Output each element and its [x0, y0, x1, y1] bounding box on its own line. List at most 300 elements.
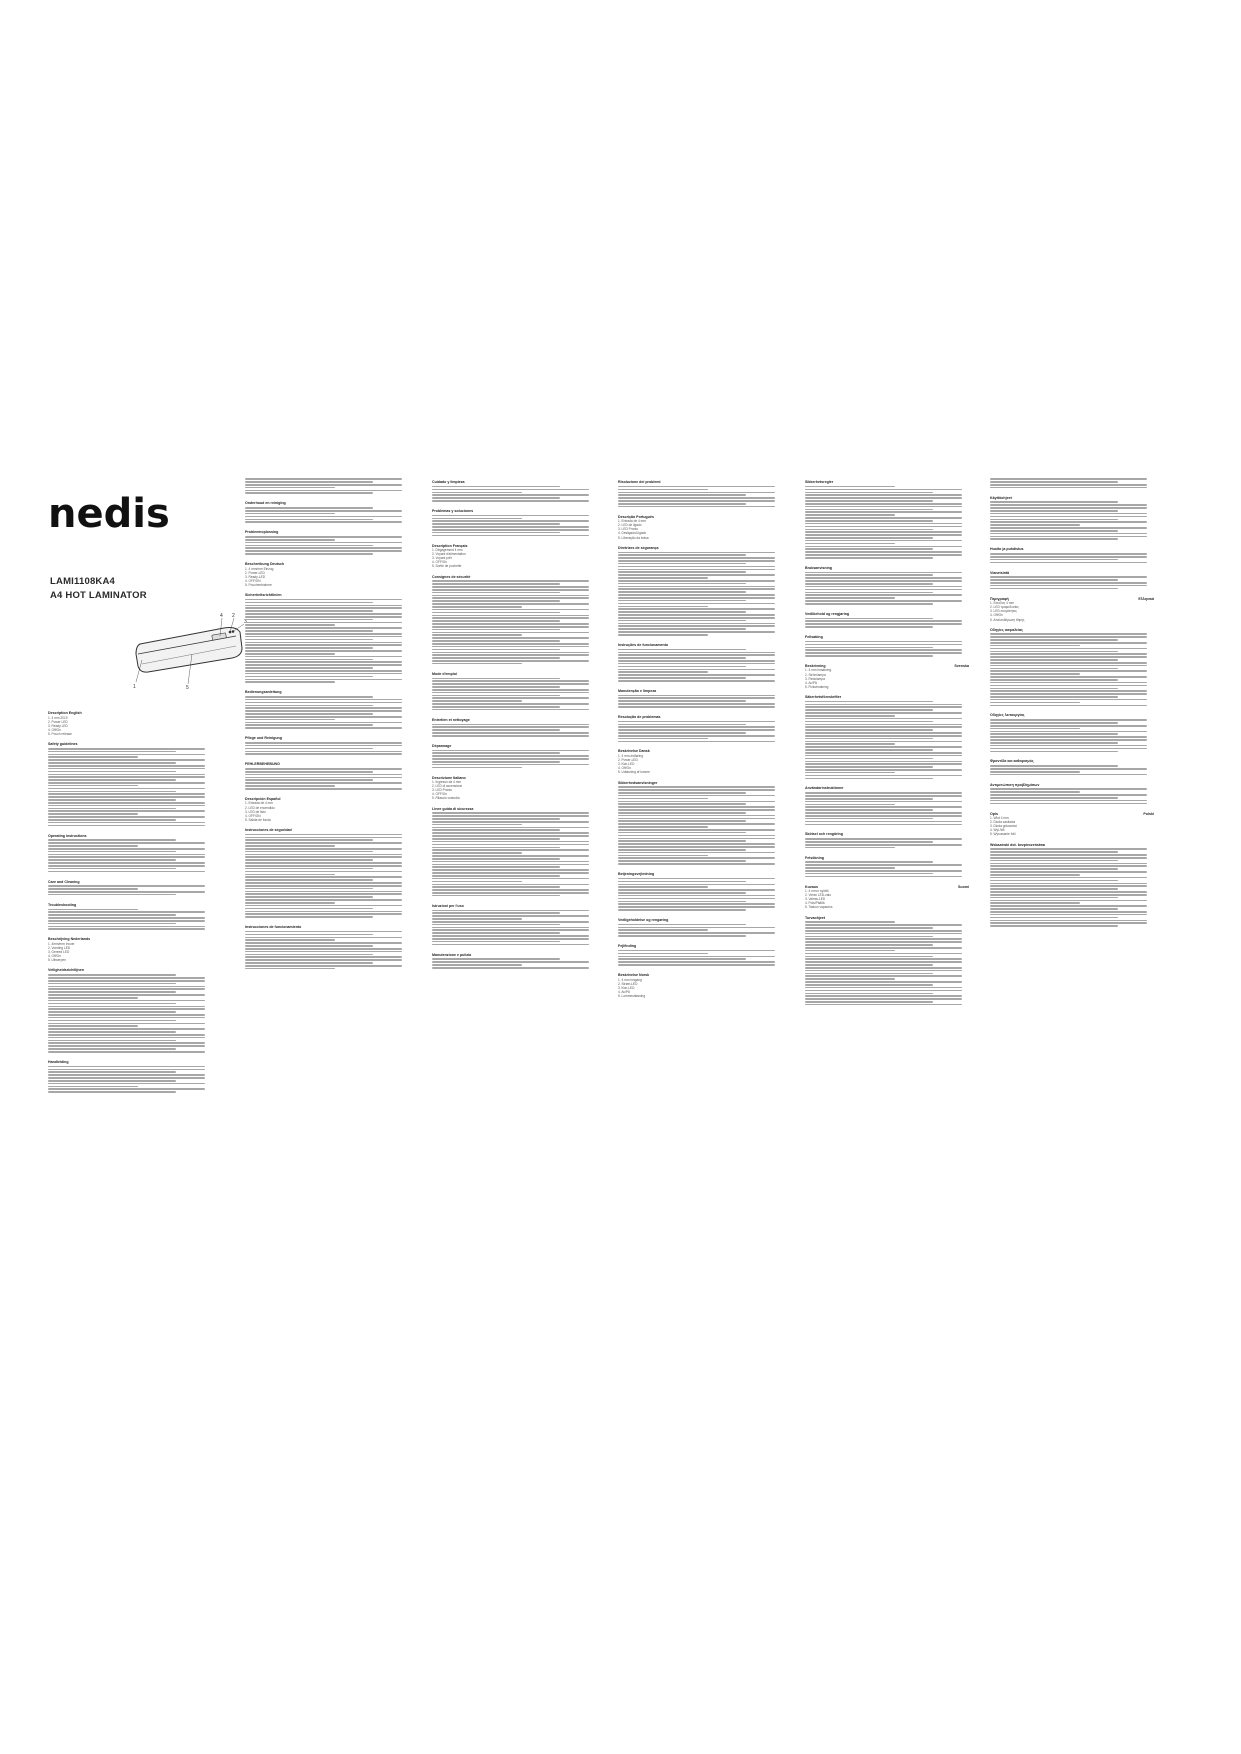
text-line [432, 881, 522, 883]
text-line [805, 995, 962, 997]
parts-list-item: 4. OFF/On [432, 560, 448, 565]
text-line [432, 835, 589, 837]
section-block [432, 953, 596, 973]
text-line [245, 610, 373, 612]
section-heading: Οδηγίες ασφαλείας [990, 627, 1023, 632]
section-block [805, 856, 969, 882]
text-line [618, 795, 775, 797]
text-line [245, 550, 402, 552]
section-block [990, 547, 1154, 567]
text-line [48, 1045, 205, 1047]
text-line [48, 888, 138, 890]
text-line [990, 736, 1147, 738]
text-column-4 [618, 477, 782, 1001]
text-line [245, 487, 335, 489]
section-block [805, 786, 969, 829]
text-line [805, 586, 962, 588]
text-line [618, 932, 775, 934]
section-block [432, 718, 596, 741]
text-line [245, 661, 402, 663]
text-line [245, 785, 335, 787]
text-line [618, 603, 775, 605]
parts-list-item: 3. LED de listo [245, 809, 266, 814]
text-line [618, 889, 775, 891]
text-line [48, 791, 176, 793]
text-line [432, 706, 560, 708]
text-line [618, 956, 775, 958]
text-line [48, 1031, 176, 1033]
text-line [990, 771, 1080, 773]
text-line [618, 792, 746, 794]
text-line [245, 521, 402, 523]
section-block [990, 496, 1154, 545]
text-line [432, 838, 560, 840]
parts-list-item: 2. Power-LED [618, 758, 638, 763]
text-line [805, 761, 962, 763]
text-line [990, 848, 1147, 850]
text-line [432, 941, 560, 943]
section-heading: Beskrivelse Dansk [618, 749, 650, 754]
text-line [432, 827, 589, 829]
parts-list-item: 1. 4 mm-indføring [618, 754, 643, 759]
text-line [805, 749, 933, 751]
text-line [990, 673, 1080, 675]
text-line [618, 950, 775, 952]
text-line [805, 529, 933, 531]
text-line [48, 802, 205, 804]
text-line [805, 554, 962, 556]
text-line [432, 964, 522, 966]
text-line [245, 647, 373, 649]
text-line [432, 657, 560, 659]
text-line [990, 679, 1118, 681]
text-line [618, 806, 775, 808]
parts-list-item: 1. Dégagement 4 mm [432, 548, 463, 553]
parts-list-item: 4. Off/On [48, 727, 61, 732]
section-block [805, 664, 969, 692]
section-block [432, 776, 596, 804]
text-line [245, 547, 402, 549]
text-line [432, 634, 522, 636]
text-line [990, 774, 1147, 776]
text-line [432, 615, 589, 617]
section-block [48, 968, 212, 1056]
text-line [48, 748, 205, 750]
text-line [805, 709, 933, 711]
svg-text:1: 1 [133, 684, 136, 690]
text-line [618, 726, 775, 728]
text-line [245, 779, 373, 781]
text-line [618, 801, 775, 803]
text-line [245, 642, 402, 644]
section-heading: Consignes de sécurité [432, 574, 471, 579]
svg-text:5: 5 [186, 685, 189, 690]
text-line [618, 503, 746, 505]
text-line [805, 647, 933, 649]
text-line [48, 839, 176, 841]
text-line [432, 500, 589, 502]
text-line [432, 767, 522, 769]
section-block [805, 832, 969, 852]
text-line [618, 594, 775, 596]
parts-list-item: 2. Power LED [48, 719, 68, 724]
text-line [48, 977, 205, 979]
parts-list-item: 5. Pouchentnahme [245, 582, 272, 587]
text-line [245, 724, 373, 726]
text-line [805, 838, 962, 840]
section-heading: Felsökning [805, 855, 824, 860]
text-line [245, 851, 373, 853]
text-line [245, 705, 373, 707]
text-line [618, 886, 708, 888]
text-line [432, 583, 560, 585]
text-line [990, 925, 1118, 927]
text-line [805, 572, 962, 574]
text-line [245, 650, 402, 652]
text-line [805, 758, 933, 760]
text-line [245, 893, 402, 895]
section-block [618, 715, 782, 747]
text-line [805, 958, 962, 960]
text-line [245, 939, 335, 941]
text-line [48, 1034, 205, 1036]
text-line [48, 980, 205, 982]
text-line [618, 574, 775, 576]
section-heading: Pflege und Reinigung [245, 736, 282, 741]
text-line [990, 642, 1147, 644]
section-heading: Resolução de problemas [618, 714, 661, 719]
text-line [618, 494, 746, 496]
text-line [245, 942, 402, 944]
text-line [432, 929, 589, 931]
text-line [432, 492, 522, 494]
text-line [48, 774, 205, 776]
text-line [432, 595, 589, 597]
text-line [48, 894, 176, 896]
text-line [245, 868, 373, 870]
parts-list-item: 3. LED ετοιμότητας [990, 609, 1017, 614]
text-line [432, 632, 589, 634]
section-heading: Probleemoplossing [245, 530, 279, 535]
text-line [48, 928, 205, 930]
text-line [618, 620, 746, 622]
section-block [618, 515, 782, 543]
text-line [48, 816, 205, 818]
text-line [245, 742, 402, 744]
text-line [432, 732, 589, 734]
text-line [990, 487, 1147, 489]
text-line [618, 625, 775, 627]
text-line [432, 660, 589, 662]
text-line [245, 490, 402, 492]
section-heading: Handleiding [48, 1059, 69, 1064]
text-column-2 [245, 477, 409, 974]
text-line [805, 729, 933, 731]
text-line [805, 546, 962, 548]
text-line [990, 908, 1118, 910]
text-line [990, 917, 1118, 919]
text-line [990, 863, 1147, 865]
text-line [990, 481, 1118, 483]
text-line [990, 860, 1118, 862]
text-line [245, 911, 402, 913]
text-line [990, 794, 1147, 796]
text-line [618, 961, 775, 963]
text-line [805, 500, 933, 502]
text-line [618, 703, 775, 705]
text-line [245, 885, 402, 887]
text-line [805, 778, 933, 780]
text-line [618, 909, 746, 911]
text-line [805, 772, 895, 774]
text-line [990, 803, 1147, 805]
text-line [245, 719, 335, 721]
text-line [618, 881, 746, 883]
text-line [48, 994, 205, 996]
section-heading: Οδηγίες λειτουργίας [990, 713, 1025, 718]
text-line [805, 798, 933, 800]
section-heading: Bruksanvisning [805, 565, 832, 570]
text-line [48, 782, 205, 784]
text-line [245, 777, 402, 779]
text-line [245, 664, 402, 666]
text-line [432, 864, 589, 866]
text-line [805, 763, 962, 765]
text-line [48, 1014, 205, 1016]
text-line [618, 846, 775, 848]
text-line [618, 906, 775, 908]
text-line [805, 769, 962, 771]
section-block [618, 480, 782, 512]
text-line [48, 1071, 176, 1073]
text-line [805, 743, 895, 745]
text-line [805, 574, 933, 576]
section-block [618, 781, 782, 869]
text-line [805, 815, 962, 817]
text-line [48, 1000, 205, 1002]
text-line [618, 826, 708, 828]
section-heading: Manutenzione e pulizia [432, 952, 472, 957]
text-line [432, 735, 589, 737]
text-line [48, 785, 138, 787]
text-line [990, 888, 1118, 890]
parts-list-item: 2. LED de ligado [618, 523, 642, 528]
text-line [805, 941, 962, 943]
section-block [618, 643, 782, 686]
text-line [432, 958, 560, 960]
text-line [618, 580, 775, 582]
text-line [990, 582, 1147, 584]
section-block [245, 501, 409, 527]
text-line [245, 539, 335, 541]
text-line [245, 679, 402, 681]
text-line [48, 848, 205, 850]
text-line [48, 762, 176, 764]
text-line [618, 741, 775, 743]
text-line [245, 636, 402, 638]
text-line [48, 1008, 205, 1010]
text-line [990, 662, 1147, 664]
text-line [805, 534, 962, 536]
text-line [245, 667, 373, 669]
parts-list-item: 5. Liberação da bolsa [618, 535, 649, 540]
text-line [990, 797, 1118, 799]
text-line [432, 523, 560, 525]
text-column-1 [48, 708, 212, 1097]
section-block [245, 690, 409, 733]
text-line [618, 506, 775, 508]
text-line [805, 603, 933, 605]
text-line [48, 911, 205, 913]
text-line [432, 626, 589, 628]
text-line [805, 873, 933, 875]
section-heading: Användarinstruktioner [805, 786, 844, 791]
text-line [990, 693, 1147, 695]
text-line [990, 504, 1147, 506]
text-line [618, 840, 746, 842]
text-line [432, 697, 589, 699]
text-line [805, 655, 933, 657]
text-line [245, 751, 402, 753]
section-heading: Sikkerhetsregler [805, 480, 834, 484]
svg-text:4: 4 [220, 613, 223, 619]
text-line [432, 529, 589, 531]
text-line [245, 839, 373, 841]
text-line [990, 685, 1147, 687]
text-line [432, 643, 589, 645]
text-line [618, 492, 775, 494]
text-line [432, 646, 589, 648]
text-line [805, 540, 962, 542]
text-line [48, 845, 138, 847]
text-line [990, 553, 1147, 555]
text-line [48, 779, 176, 781]
text-line [618, 617, 775, 619]
text-line [245, 510, 402, 512]
text-line [432, 961, 589, 963]
text-line [618, 838, 775, 840]
text-line [48, 926, 205, 928]
text-line [990, 728, 1080, 730]
text-line [245, 905, 402, 907]
text-line [245, 713, 373, 715]
text-line [245, 513, 335, 515]
text-line [990, 559, 1118, 561]
text-line [990, 865, 1147, 867]
parts-list-item: 4. OFF/ON [245, 578, 261, 583]
text-line [432, 629, 560, 631]
section-block [245, 797, 409, 825]
text-line [48, 1037, 205, 1039]
text-line [805, 978, 895, 980]
section-heading: Descripción Español [245, 796, 281, 801]
text-line [990, 731, 1147, 733]
text-line [990, 920, 1147, 922]
section-heading: Operating instructions [48, 833, 87, 838]
text-line [805, 577, 962, 579]
text-line [48, 842, 205, 844]
text-column-5 [805, 477, 969, 1010]
text-line [805, 718, 962, 720]
section-heading: Vedlikehold og rengjøring [805, 611, 850, 616]
text-line [990, 874, 1080, 876]
section-heading: Beschreibung Deutsch [245, 561, 285, 566]
text-line [618, 674, 775, 676]
parts-list-item: 5. Rilascio custodia [432, 796, 460, 801]
text-line [805, 950, 895, 952]
nedis-logo [48, 493, 178, 535]
text-line [805, 721, 933, 723]
text-line [805, 806, 962, 808]
text-line [432, 489, 589, 491]
text-line [48, 1040, 176, 1042]
section-block [432, 544, 596, 572]
section-block [805, 885, 969, 913]
text-line [432, 758, 589, 760]
svg-text:2: 2 [232, 613, 235, 619]
section-heading: Αντιμετώπιση προβλημάτων [990, 782, 1040, 787]
parts-list-item: 4. Wył./Wł. [990, 828, 1006, 833]
parts-list-item: 3. Voyant prêt [432, 556, 452, 561]
text-line [245, 656, 402, 658]
text-line [618, 571, 746, 573]
text-line [618, 863, 775, 865]
text-line [990, 668, 1118, 670]
text-line [432, 580, 589, 582]
parts-list-item: 4. Av/På [805, 680, 817, 685]
text-line [432, 689, 589, 691]
text-line [618, 895, 775, 897]
text-line [990, 897, 1118, 899]
parts-list-item: 1. Wlot 4 mm [990, 816, 1009, 821]
text-line [805, 618, 933, 620]
section-heading: Sikkerhedsanvisninger [618, 780, 658, 785]
text-line [805, 551, 962, 553]
text-line [805, 990, 962, 992]
section-block [618, 546, 782, 640]
text-line [805, 861, 933, 863]
text-line [805, 921, 895, 923]
section-block [990, 597, 1154, 625]
text-line [990, 725, 1147, 727]
section-heading: Instrucciones de funcionamiento [245, 925, 302, 930]
text-line [432, 617, 589, 619]
parts-list-item: 1. 4 mm/mm Einzug [245, 566, 274, 571]
text-line [618, 569, 775, 571]
text-line [432, 623, 589, 625]
text-line [618, 732, 746, 734]
parts-list-item: 5. Uitwerpen [48, 958, 66, 963]
parts-list-item: 2. Power-LED [245, 570, 265, 575]
text-line [245, 516, 402, 518]
text-line [990, 748, 1147, 750]
parts-list-item: 3. Dioda gotowości [990, 824, 1017, 829]
section-block [990, 628, 1154, 711]
parts-list-item: 5. Taskun vapautus [805, 905, 833, 910]
text-line [245, 937, 402, 939]
section-block [48, 880, 212, 900]
section-heading: Description Français [432, 543, 468, 548]
text-line [432, 494, 589, 496]
text-line [432, 532, 560, 534]
text-line [245, 945, 373, 947]
section-heading: Beskrivelse Norsk [618, 972, 650, 977]
section-block [48, 903, 212, 935]
section-heading: Instrucciones de seguridad [245, 827, 292, 832]
parts-list-item: 1. Ingresso da 4 mm [432, 780, 462, 785]
text-line [48, 799, 176, 801]
text-line [245, 659, 373, 661]
